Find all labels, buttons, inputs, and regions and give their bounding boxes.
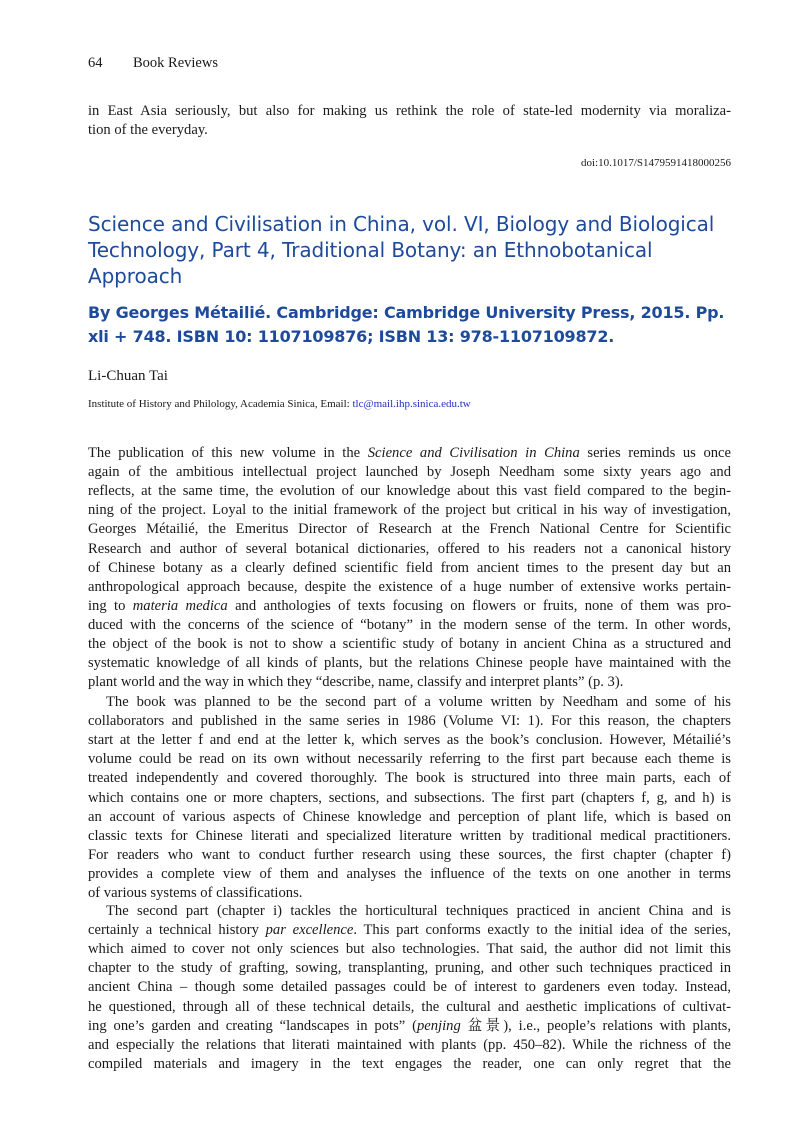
- text-line: [88, 654, 731, 673]
- text-segment: certainly a technical history: [88, 922, 266, 939]
- running-header: Book Reviews: [133, 55, 218, 71]
- text-segment: start at the letter f and end at the letter k, which serves as the book’s conclusion. However, Métailié’s: [88, 732, 731, 749]
- text-segment: provides a complete view of them and analyses the influence of the texts on one another in terms: [88, 865, 731, 882]
- text-line: [88, 789, 731, 808]
- text-segment: ning of the project. Loyal to the initial framework of the project but critical in his way of investigation,: [88, 502, 731, 519]
- reviewer-name: Li-Chuan Tai: [88, 368, 168, 384]
- text-segment: reflects, at the same time, the evolution of our knowledge about this vast field compared to the begin-: [88, 483, 731, 500]
- text-segment: tion of the everyday.: [88, 122, 208, 139]
- text-line: [88, 808, 731, 827]
- email-link[interactable]: tlc@mail.ihp.sinica.edu.tw: [352, 398, 471, 410]
- text-line: [88, 520, 731, 539]
- text-segment: 盆景), i.e., people’s relations with plants,: [460, 1017, 731, 1034]
- text-segment: The second part (chapter i) tackles the horticultural techniques practiced in ancient China and is: [106, 903, 731, 919]
- italic-text: penjing: [416, 1017, 461, 1034]
- text-segment: ing to: [88, 597, 133, 614]
- text-line: [88, 978, 731, 997]
- text-segment: and especially the relations that literati maintained with plants (pp. 450–82). While the richness of the: [88, 1036, 731, 1053]
- text-line: [88, 846, 731, 865]
- text-segment: the object of the book is not to show a scientific study of botany in ancient China as a structured and: [88, 636, 731, 652]
- text-line: [88, 102, 731, 121]
- text-line: [88, 121, 731, 140]
- text-segment: in East Asia seriously, but also for making us rethink the role of state-led modernity via moraliza-: [88, 103, 731, 119]
- text-line: [88, 578, 731, 597]
- text-segment: which aimed to cover not only sciences but also technologies. That said, the author did not limit this: [88, 941, 731, 958]
- text-segment: ing one’s garden and creating “landscapes in pots” (: [88, 1017, 417, 1034]
- text-line: [88, 1055, 731, 1074]
- italic-text: par excellence: [265, 922, 354, 939]
- text-segment: Georges Métailié, the Emeritus Director of Research at the French National Centre for Scientific: [88, 521, 731, 538]
- text-line: [88, 769, 731, 788]
- text-line: [88, 501, 731, 520]
- text-segment: systematic knowledge of all kinds of plants, but the relations Chinese people have maintained with the: [88, 655, 731, 672]
- text-line: [88, 540, 731, 559]
- text-segment: treated independently and covered thoroughly. The book is structured into three main parts, each of: [88, 770, 731, 787]
- page-number: 64: [88, 55, 103, 71]
- book-details: By Georges Métailié. Cambridge: Cambridge University Press, 2015. Pp. xli + 748. ISBN 10: 1107109876; ISBN 13: 978-1107109872.: [88, 303, 725, 346]
- text-line: [88, 1036, 731, 1055]
- text-line: [88, 559, 731, 578]
- text-line: [88, 673, 731, 692]
- text-line: [88, 1017, 731, 1036]
- text-line: [88, 616, 731, 635]
- text-line: [88, 482, 731, 501]
- text-segment: of various systems of classifications.: [88, 885, 303, 901]
- text-line: [88, 635, 731, 654]
- text-segment: . This part conforms exactly to the initial idea of the series,: [353, 922, 731, 939]
- text-line: [88, 693, 731, 712]
- text-segment: which contains one or more chapters, sections, and subsections. The first part (chapters f, g, and h) is: [88, 789, 731, 806]
- text-segment: series reminds us once: [579, 445, 731, 461]
- text-line: [88, 959, 731, 978]
- text-line: [88, 444, 731, 463]
- text-line: [88, 884, 731, 903]
- text-segment: again of the ambitious intellectual project launched by Joseph Needham some sixty years ago and: [88, 464, 731, 481]
- affiliation-text: Institute of History and Philology, Academia Sinica, Email:: [88, 398, 353, 410]
- text-segment: he questioned, through all of these technical details, the cultural and aesthetic implications of cultivat-: [88, 998, 731, 1015]
- text-segment: The publication of this new volume in the: [88, 445, 368, 461]
- text-line: [88, 865, 731, 884]
- text-line: [88, 902, 731, 921]
- italic-text: materia medica: [132, 597, 228, 614]
- text-line: [88, 998, 731, 1017]
- text-segment: anthropological approach because, despite the existence of a huge number of extensive works pertain-: [88, 578, 731, 595]
- text-segment: and anthologies of texts focusing on flowers or fruits, none of them was pro-: [227, 597, 731, 614]
- text-segment: of Chinese botany as a clearly defined scientific field from ancient times to the present day but an: [88, 559, 731, 576]
- reviewer-affiliation: [88, 398, 471, 410]
- text-line: [88, 921, 731, 940]
- review-title: Science and Civilisation in China, vol. VI, Biology and Biological Technology, Part 4, Traditional Botany: an Ethnobotanical Approach: [88, 212, 715, 288]
- text-segment: ancient China – though some detailed passages could be of interest to gardeners even today. Instead,: [88, 979, 731, 996]
- text-segment: compiled materials and imagery in the text engages the reader, one can only regret that the: [88, 1055, 731, 1072]
- text-line: [88, 827, 731, 846]
- text-segment: plant world and the way in which they “describe, name, classify and interpret plants” (p. 3).: [88, 674, 624, 691]
- text-line: [88, 940, 731, 959]
- text-segment: an account of various aspects of Chinese knowledge and perception of plant life, which is based on: [88, 808, 731, 825]
- text-segment: volume could be read on its own without necessarily referring to the first part because each theme is: [88, 751, 731, 768]
- text-segment: For readers who want to conduct further research using these sources, the first chapter (chapter f): [88, 846, 731, 863]
- text-segment: collaborators and published in the same series in 1986 (Volume VI: 1). For this reason, the chapters: [88, 713, 731, 730]
- text-line: [88, 750, 731, 769]
- text-line: [88, 597, 731, 616]
- text-segment: chapter to the study of grafting, sowing, transplanting, pruning, and other such techniques practiced in: [88, 960, 731, 977]
- text-line: [88, 463, 731, 482]
- text-segment: Research and author of several botanical dictionaries, offered to his readers not a canonical history: [88, 540, 731, 557]
- italic-text: Science and Civilisation in China: [367, 445, 580, 461]
- text-segment: The book was planned to be the second part of a volume written by Needham and some of his: [106, 694, 731, 710]
- text-segment: duced with the concerns of the science of “botany” in the modern sense of the term. In other words,: [88, 616, 731, 633]
- doi: doi:10.1017/S1479591418000256: [580, 157, 731, 169]
- text-segment: classic texts for Chinese literati and specialized literature written by traditional medical practitioners.: [88, 827, 731, 844]
- text-line: [88, 712, 731, 731]
- text-line: [88, 731, 731, 750]
